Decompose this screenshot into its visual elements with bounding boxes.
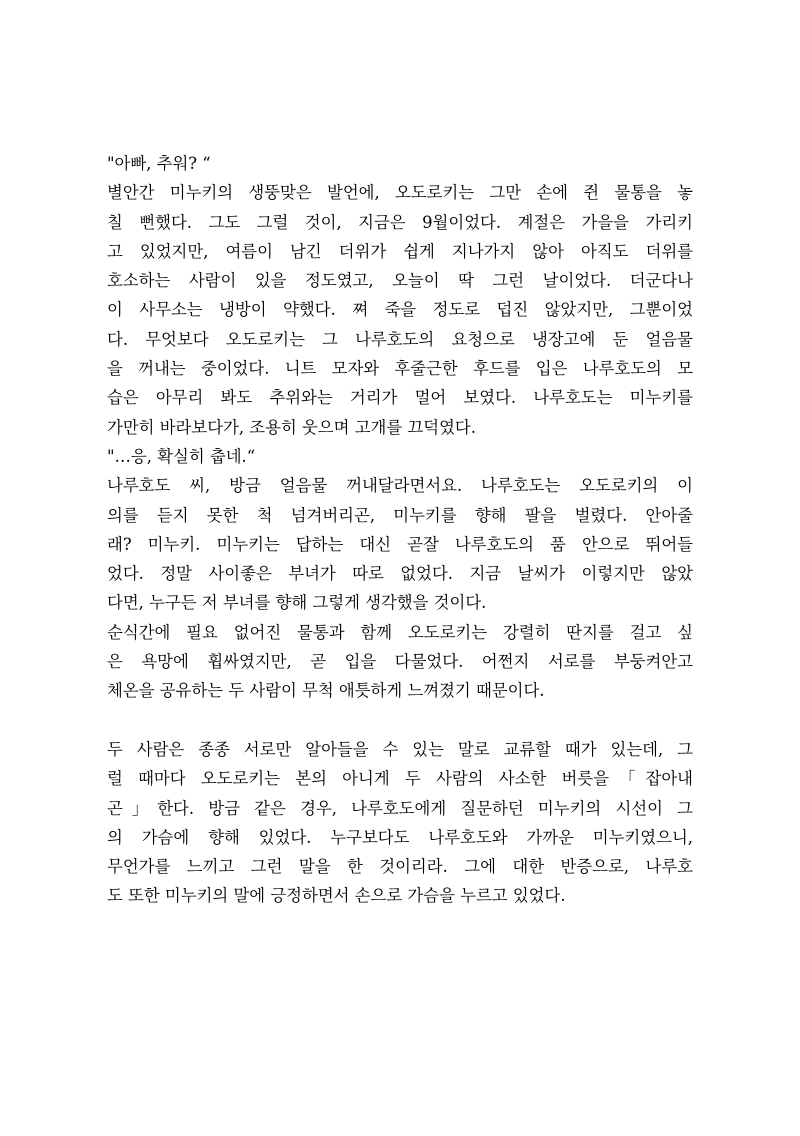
text-line: 호소하는 사람이 있을 정도였고, 오늘이 딱 그런 날이었다. 더군다나 xyxy=(107,271,693,291)
text-line: 이 사무소는 냉방이 약했다. 쪄 죽을 정도로 덥진 않았지만, 그뿐이었 xyxy=(107,300,693,320)
text-line: 무언가를 느끼고 그런 말을 한 것이리라. 그에 대한 반증으로, 나루호 xyxy=(107,857,693,877)
dialogue-line: "아빠, 추워? “ xyxy=(107,154,211,173)
text-line: 순식간에 필요 없어진 물통과 함께 오도로키는 강렬히 딴지를 걸고 싶 xyxy=(107,622,693,642)
text-line: 의를 듣지 못한 척 넘겨버리곤, 미누키를 향해 팔을 벌렸다. 안아줄 xyxy=(107,505,693,525)
text-line: 두 사람은 종종 서로만 알아들을 수 있는 말로 교류할 때가 있는데, 그 xyxy=(107,739,693,759)
text-line: 고 있었지만, 여름이 남긴 더위가 쉽게 지나가지 않아 아직도 더위를 xyxy=(107,241,693,261)
text-line: 곤」한다. 방금 같은 경우, 나루호도에게 질문하던 미누키의 시선이 그 xyxy=(107,798,693,818)
story-text xyxy=(107,149,693,911)
text-line: 다. 무엇보다 오도로키는 그 나루호도의 요청으로 냉장고에 둔 얼음물 xyxy=(107,329,693,349)
text-line: 을 꺼내는 중이었다. 니트 모자와 후줄근한 후드를 입은 나루호도의 모 xyxy=(107,359,693,379)
text-line: 었다. 정말 사이좋은 부녀가 따로 없었다. 지금 날씨가 이렇지만 않았 xyxy=(107,564,693,584)
dialogue-line: "…응, 확실히 춥네.“ xyxy=(107,446,256,466)
text-line: 나루호도 씨, 방금 얼음물 꺼내달라면서요. 나루호도는 오도로키의 이 xyxy=(107,476,693,496)
text-line: 도 또한 미누키의 말에 긍정하면서 손으로 가슴을 누르고 있었다. xyxy=(107,886,566,906)
text-line: 가만히 바라보다가, 조용히 웃으며 고개를 끄덕였다. xyxy=(107,417,476,437)
text-line: 별안간 미누키의 생뚱맞은 발언에, 오도로키는 그만 손에 쥔 물통을 놓 xyxy=(107,183,693,203)
text-line: 체온을 공유하는 두 사람이 무척 애틋하게 느껴졌기 때문이다. xyxy=(107,681,545,701)
text-line: 래? 미누키. 미누키는 답하는 대신 곧잘 나루호도의 품 안으로 뛰어들 xyxy=(107,534,693,554)
text-line: 은 욕망에 휩싸였지만, 곧 입을 다물었다. 어쩐지 서로를 부둥켜안고 xyxy=(107,652,693,672)
paragraph-gap xyxy=(107,706,693,735)
text-line: 습은 아무리 봐도 추위와는 거리가 멀어 보였다. 나루호도는 미누키를 xyxy=(107,388,693,408)
text-line: 다면, 누구든 저 부녀를 향해 그렇게 생각했을 것이다. xyxy=(107,593,487,613)
text-line: 칠 뻔했다. 그도 그럴 것이, 지금은 9월이었다. 계절은 가을을 가리키 xyxy=(107,212,693,232)
text-line: 럴 때마다 오도로키는 본의 아니게 두 사람의 사소한 버릇을「잡아내 xyxy=(107,769,693,789)
text-line: 의 가슴에 향해 있었다. 누구보다도 나루호도와 가까운 미누키였으니, xyxy=(107,827,693,847)
